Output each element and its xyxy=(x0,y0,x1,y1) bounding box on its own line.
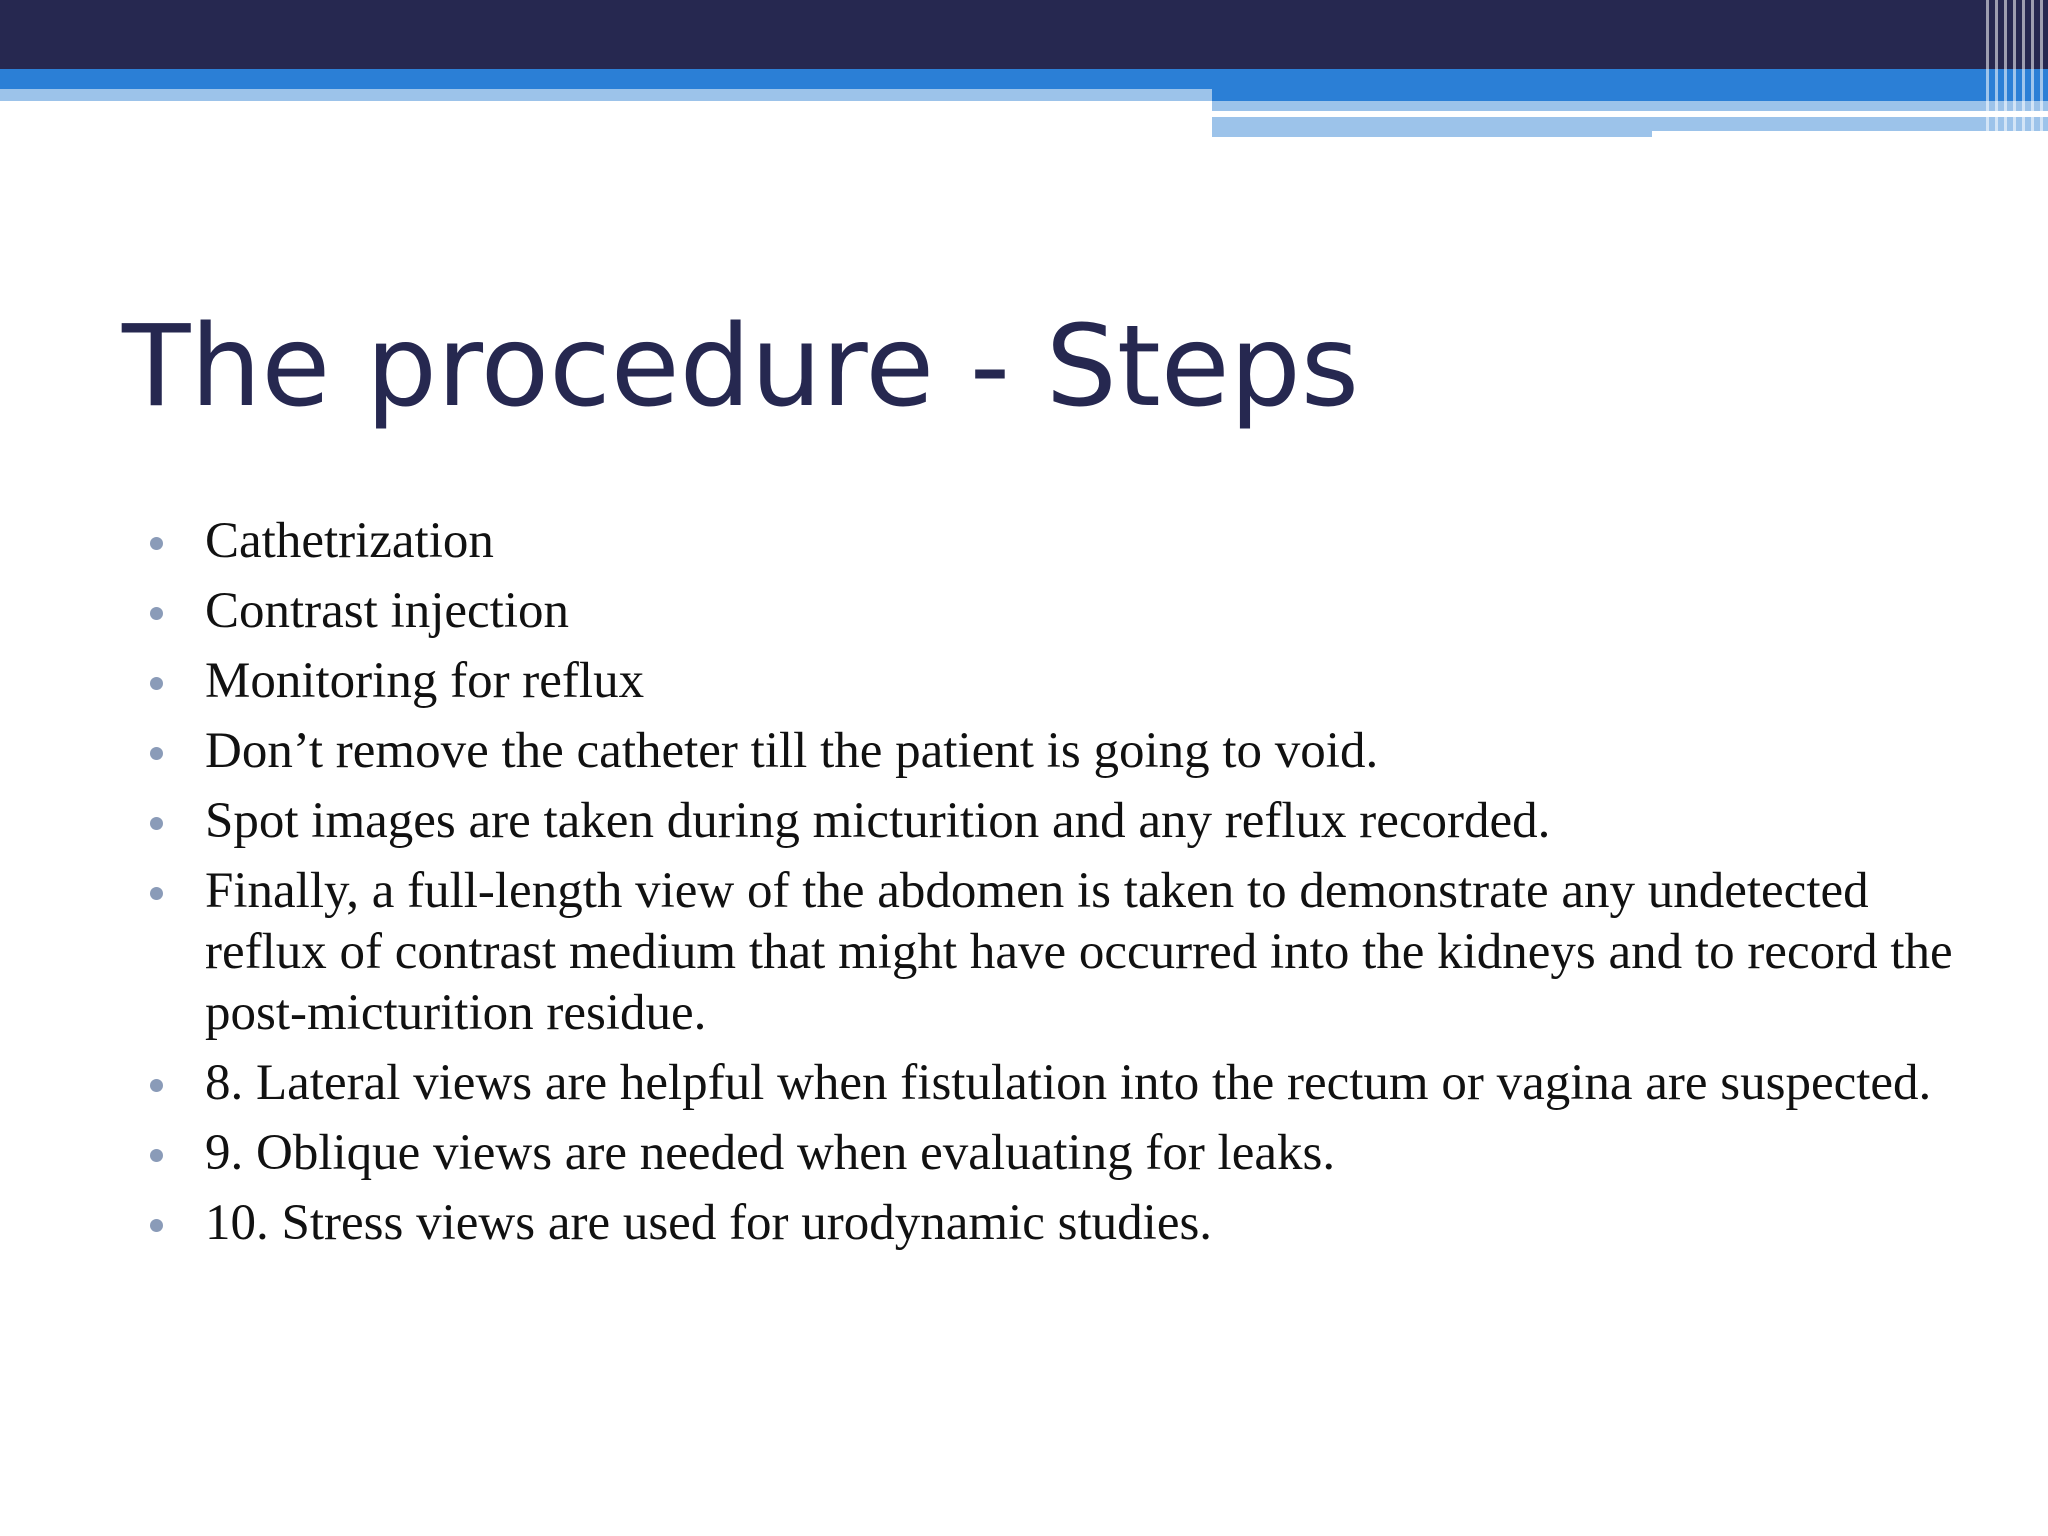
bullet-item xyxy=(142,1193,1982,1254)
bullet-text: Don’t remove the catheter till the patient is going to void. xyxy=(205,723,1379,779)
header-stripe-accent xyxy=(1986,0,2048,137)
bullet-item xyxy=(142,511,1982,572)
slide-title: The procedure - Steps xyxy=(122,302,1360,432)
bullet-text: 8. Lateral views are helpful when fistulation into the rectum or vagina are suspected. xyxy=(205,1055,1932,1111)
bullet-text: 10. Stress views are used for urodynamic studies. xyxy=(205,1195,1213,1251)
bullet-text: Finally, a full-length view of the abdomen is taken to demonstrate any undetected reflux of contrast medium that might have occurred into the kidneys and to record the post-micturition residue. xyxy=(205,863,1953,1041)
bullet-dot-icon xyxy=(150,607,163,620)
bullet-dot-icon xyxy=(150,747,163,760)
bullet-text: 9. Oblique views are needed when evaluating for leaks. xyxy=(205,1125,1336,1181)
bullet-item xyxy=(142,1123,1982,1184)
header-light-band-right xyxy=(1212,101,2048,111)
header-blue-band-left xyxy=(0,69,1212,89)
bullet-item xyxy=(142,721,1982,782)
header-navy-band xyxy=(0,0,2048,69)
bullet-item xyxy=(142,861,1982,1044)
bullet-item xyxy=(142,581,1982,642)
bullet-dot-icon xyxy=(150,1219,163,1232)
bullet-item xyxy=(142,651,1982,712)
bullet-list xyxy=(142,511,1982,1263)
bullet-item xyxy=(142,791,1982,852)
bullet-item xyxy=(142,1053,1982,1114)
header-blue-band-right xyxy=(1212,69,2048,101)
bullet-dot-icon xyxy=(150,887,163,900)
bullet-dot-icon xyxy=(150,817,163,830)
bullet-text: Cathetrization xyxy=(205,513,494,569)
bullet-dot-icon xyxy=(150,1149,163,1162)
bullet-text: Spot images are taken during micturition and any reflux recorded. xyxy=(205,793,1551,849)
bullet-dot-icon xyxy=(150,537,163,550)
bullet-text: Contrast injection xyxy=(205,583,570,639)
header-light-band-left xyxy=(0,89,1212,101)
bullet-text: Monitoring for reflux xyxy=(205,653,645,709)
bullet-dot-icon xyxy=(150,1079,163,1092)
bullet-dot-icon xyxy=(150,677,163,690)
